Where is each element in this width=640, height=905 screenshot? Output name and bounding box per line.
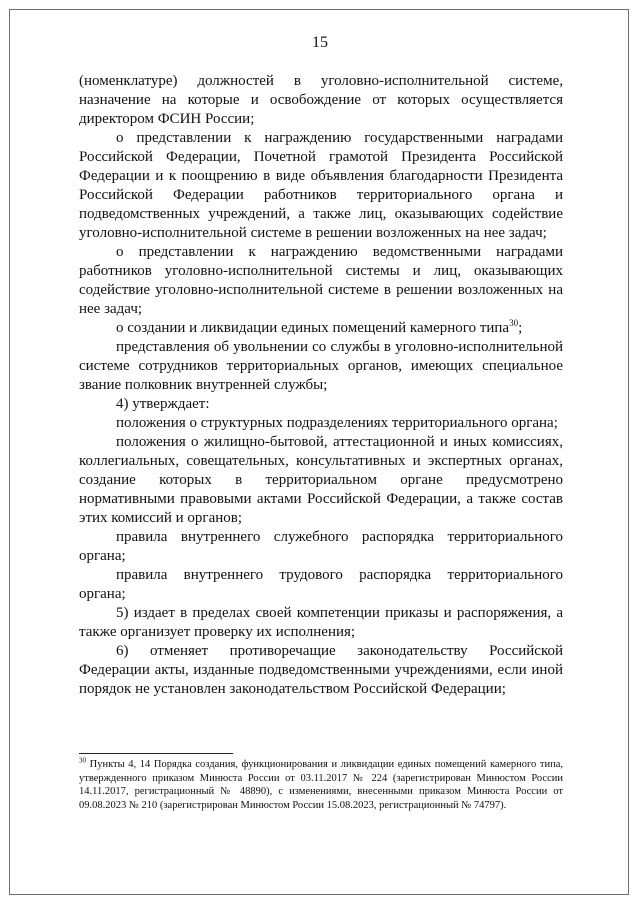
footnote-marker: 30	[79, 756, 86, 765]
paragraph-9: правила внутреннего служебного распорядка территориального органа;	[79, 529, 563, 564]
paragraph-1: (номенклатуре) должностей в уголовно-исполнительной системе, назначение на которые и освобождение от которых осуществляется директором ФСИН России;	[79, 73, 563, 127]
paragraph-12: 6) отменяет противоречащие законодательству Российской Федерации акты, изданные подведомственными учреждениями, если иной порядок не установлен законодательством Российской Федерации;	[79, 643, 563, 697]
paragraph-4-suffix: ;	[518, 320, 523, 336]
footnote-30	[79, 758, 563, 812]
paragraph-8: положения о жилищно-бытовой, аттестационной и иных комиссиях, коллегиальных, совещательных, консультативных и экспертных органах, создание которых в территориальном органе предусмотрено нормативными правовыми актами Российской Федерации, а также состав этих комиссий и органов;	[79, 434, 563, 526]
paragraph-4	[79, 319, 563, 338]
paragraph-3: о представлении к награждению ведомственными наградами работников уголовно-исполнительной системы и лиц, оказывающих содействие уголовно-исполнительной системе в решении возложенных на нее задач;	[79, 244, 563, 317]
paragraph-10: правила внутреннего трудового распорядка территориального органа;	[79, 567, 563, 602]
paragraph-5: представления об увольнении со службы в уголовно-исполнительной системе сотрудников территориальных органов, имеющих специальное звание полковник внутренней службы;	[79, 339, 563, 393]
paragraph-6: 4) утверждает:	[116, 396, 210, 412]
footnote-section	[79, 758, 563, 812]
paragraph-7: положения о структурных подразделениях территориального органа;	[116, 415, 558, 431]
document-body	[79, 72, 563, 699]
page-number: 15	[312, 34, 328, 51]
paragraph-2: о представлении к награждению государственными наградами Российской Федерации, Почетной грамотой Президента Российской Федерации и к поощрению в виде объявления благодарности Президента Российской Федерации работников территориального органа и подведомственных учреждений, а также лиц, оказывающих содействие уголовно-исполнительной системе в решении возложенных на нее задач;	[79, 130, 563, 241]
paragraph-4-text: о создании и ликвидации единых помещений камерного типа	[116, 320, 510, 336]
paragraph-11: 5) издает в пределах своей компетенции приказы и распоряжения, а также организует проверку их исполнения;	[79, 605, 563, 640]
footnote-text: Пункты 4, 14 Порядка создания, функционирования и ликвидации единых помещений камерного типа, утвержденного приказом Минюста России от 03.11.2017 № 224 (зарегистрирован Минюстом России 14.11.2017, регистрационный № 48890), с изменениями, внесенными приказом Минюста России от 09.08.2023 № 210 (зарегистрирован Минюстом России 15.08.2023, регистрационный № 74797).	[79, 759, 563, 811]
footnote-reference: 30	[509, 318, 519, 328]
footnote-separator	[79, 753, 233, 754]
